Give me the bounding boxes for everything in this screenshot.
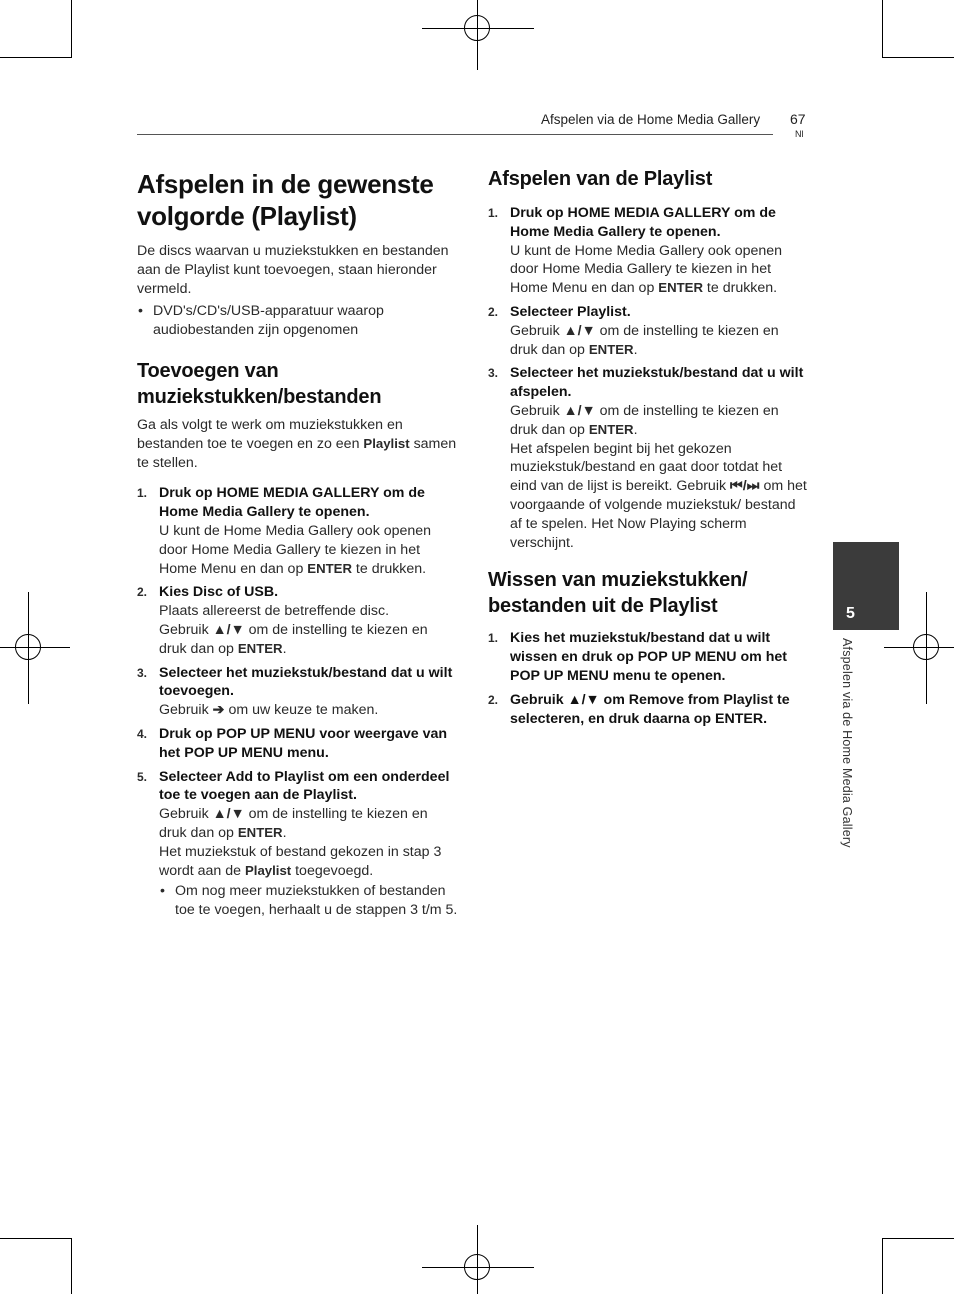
page-number: 67 xyxy=(790,111,806,127)
page-title: Afspelen in de gewenste volgorde (Playlist) xyxy=(137,169,434,231)
list-item: 4. Druk op POP UP MENU voor weergave van het POP UP MENU menu. xyxy=(137,725,448,761)
up-down-arrow-icon: ▲/▼ xyxy=(212,806,245,823)
list-item: 2. Selecteer Playlist. Gebruik ▲/▼ om de instelling te kiezen en druk dan op ENTER. xyxy=(488,303,779,358)
list-item: 3. Selecteer het muziekstuk/bestand dat u wilt toevoegen. Gebruik ➔ om uw keuze te maken. xyxy=(137,664,453,719)
repeat-steps-bullet: • Om nog meer muziekstukken of bestanden toe te voegen, herhaalt u de stappen 3 t/m 5. xyxy=(159,882,459,920)
list-item: 1. Druk op HOME MEDIA GALLERY om de Home Media Gallery te openen. U kunt de Home Media Gallery ook openen door Home Media Gallery te kiezen in het Home Menu en dan op ENTER te drukken. xyxy=(137,485,432,577)
disc-types-bullet: • DVD's/CD's/USB-apparatuur waarop audiobestanden zijn opgenomen xyxy=(137,302,459,340)
list-item: 5. Selecteer Add to Playlist om een onderdeel toe te voegen aan de Playlist. Gebruik ▲/▼ om de instelling te kiezen en druk dan op ENTER. Het muziekstuk of bestand gekozen in stap 3 wordt aan de Playlist toegevoegd. • Om nog meer muziekstukken of bestanden toe te voegen, herhaalt u de stappen 3 t/m 5. xyxy=(137,768,459,920)
intro-paragraph: De discs waarvan u muziekstukken en bestanden aan de Playlist kunt toevoegen, staan hieronder vermeld. xyxy=(137,243,449,297)
section-title-play: Afspelen van de Playlist xyxy=(488,168,713,190)
chapter-number: 5 xyxy=(846,605,855,622)
add-steps-list xyxy=(137,484,459,920)
language-code: Nl xyxy=(795,129,804,139)
list-item: 2. Kies Disc of USB. Plaats allereerst de betreffende disc. Gebruik ▲/▼ om de instelling te kiezen en druk dan op ENTER. xyxy=(137,584,428,657)
playlist-key: Playlist xyxy=(363,435,410,451)
running-header: Afspelen via de Home Media Gallery xyxy=(541,112,761,127)
section-title-delete: Wissen van muziekstukken/ bestanden uit de Playlist xyxy=(488,569,748,618)
up-down-arrow-icon: ▲/▼ xyxy=(212,621,245,638)
skip-prev-next-icon: ⏮/⏭ xyxy=(730,478,760,495)
play-steps-list xyxy=(488,204,810,552)
right-arrow-icon: ➔ xyxy=(212,702,225,719)
chapter-tab xyxy=(833,542,899,630)
list-item: 3. Selecteer het muziekstuk/bestand dat u wilt afspelen. Gebruik ▲/▼ om de instelling te kiezen en druk dan op ENTER. Het afspelen begint bij het gekozen muziekstuk/bestand en gaat door totdat het eind van de lijst is bereikt. Gebruik ⏮/⏭ om het voorgaande of volgende muziekstuk/ bestand af te spelen. Het Now Playing scherm verschijnt. xyxy=(488,365,807,551)
list-item: 1. Kies het muziekstuk/bestand dat u wilt wissen en druk op POP UP MENU om het POP UP MENU menu te openen. xyxy=(488,630,787,684)
header-divider xyxy=(137,134,773,135)
list-item: 1. Druk op HOME MEDIA GALLERY om de Home Media Gallery te openen. U kunt de Home Media Gallery ook openen door Home Media Gallery te kiezen in het Home Menu en dan op ENTER te drukken. xyxy=(488,205,783,297)
list-item: 2. Gebruik ▲/▼ om Remove from Playlist te selecteren, en druk daarna op ENTER. xyxy=(488,691,790,727)
section-title-add: Toevoegen van muziekstukken/bestanden xyxy=(137,359,382,408)
up-down-arrow-icon: ▲/▼ xyxy=(563,402,596,419)
chapter-side-label: Afspelen via de Home Media Gallery xyxy=(840,638,854,848)
right-column xyxy=(488,164,810,733)
up-down-arrow-icon: ▲/▼ xyxy=(563,322,596,339)
delete-steps-list xyxy=(488,629,810,728)
left-column xyxy=(137,164,459,925)
up-down-arrow-icon: ▲/▼ xyxy=(567,691,600,708)
section-intro: Ga als volgt te werk om muziekstukken en bestanden toe te voegen en zo een Playlist samen te stellen. xyxy=(137,416,457,471)
